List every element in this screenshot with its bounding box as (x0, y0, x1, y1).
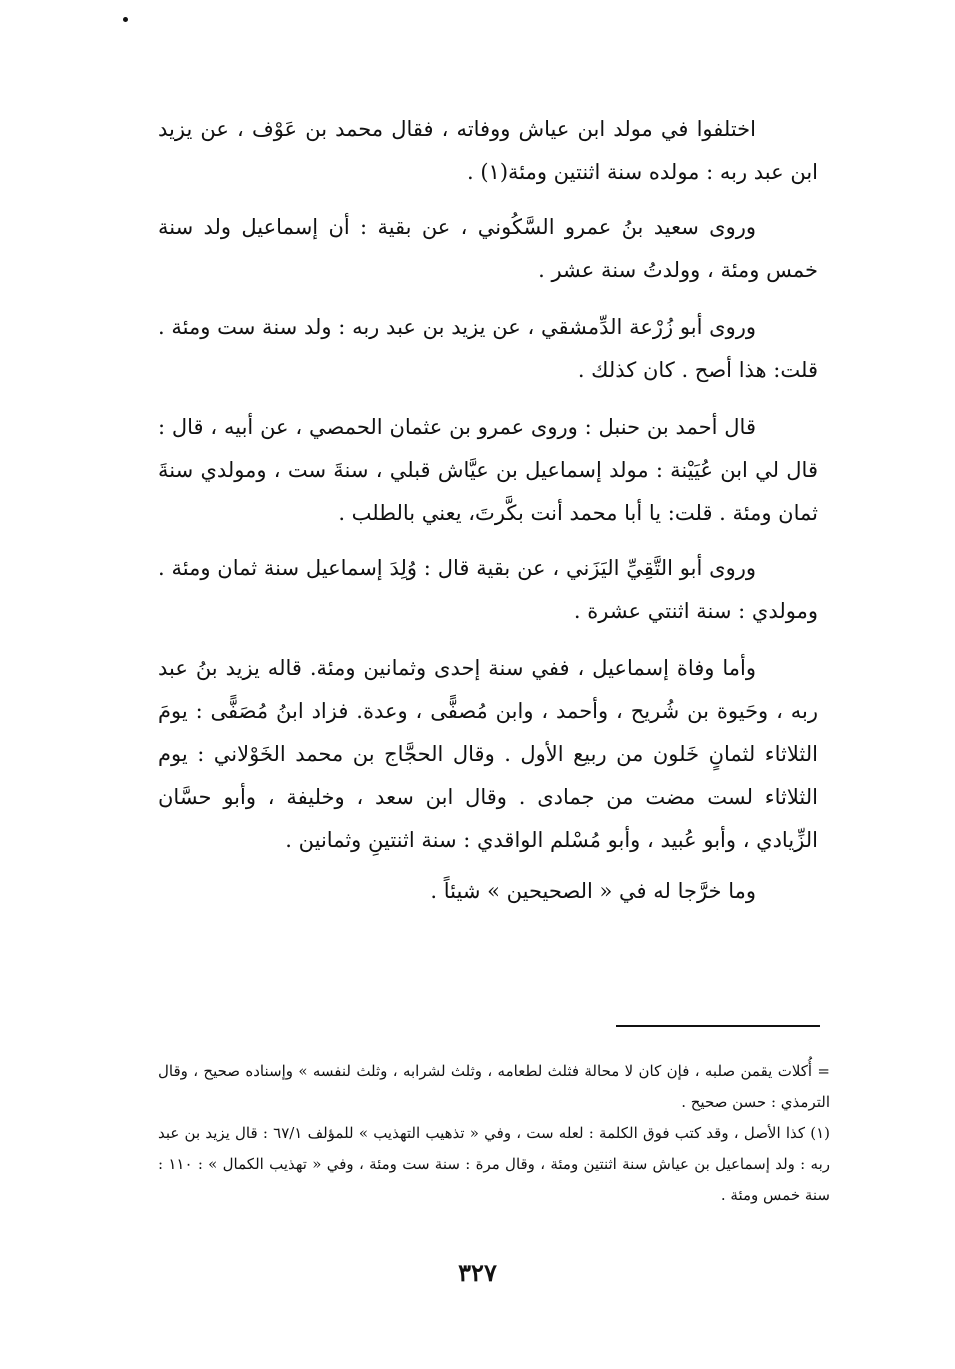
footnote-continuation: = أُكلات يقمن صلبه ، فإن كان لا محالة فثلث لطعامه ، وثلث لشرابه ، وثلث لنفسه » وإسناده صحيح ، وقال الترمذي : حسن صحيح . (158, 1062, 830, 1111)
paragraph-2: وروى سعيد بنُ عمرو السَّكُوني ، عن بقية : أن إسماعيل ولد سنة خمس ومئة ، وولدتُ سنة عشر . (158, 215, 818, 282)
paragraph-4: قال أحمد بن حنبل : وروى عمرو بن عثمان الحمصي ، عن أبيه ، قال : قال لي ابن عُيَيْنة : مولد إسماعيل بن عيَّاش قبلي ، سنةَ ست ، ومولدي سنةَ ثمان ومئة . قلت: يا أبا محمد أنت بكَّرتَ، يعني بالطلب . (158, 415, 818, 525)
page-number: ٣٢٧ (458, 1258, 497, 1287)
ink-dot (123, 17, 128, 22)
paragraph-1: اختلفوا في مولد ابن عياش ووفاته ، فقال محمد بن عَوْف ، عن يزيد ابن عبد ربه : مولده سنة اثنتين ومئة(١) . (158, 117, 818, 184)
main-text-block (158, 108, 818, 913)
paragraph-3: وروى أبو زُرْعة الدِّمشقي ، عن يزيد بن عبد ربه : ولد سنة ست ومئة . قلت: هذا أصح . كان كذلك . (158, 315, 818, 382)
footnote-separator (616, 1025, 820, 1027)
paragraph-6: وأما وفاة إسماعيل ، ففي سنة إحدى وثمانين ومئة. قاله يزيد بنُ عبد ربه ، وحَيوة بن شُريح ، وأحمد ، وابن مُصفًّى ، وعدة. فزاد ابنُ مُصَفًّى : يومَ الثلاثاء لثمانٍ خَلون من ربيع الأول . وقال الحجَّاج بن محمد الخَوْلاني : يوم الثلاثاء لست مضت من جمادى . وقال ابن سعد ، وخليفة ، وأبو حسَّان الزِّيادي ، وأبو عُبيد ، وأبو مُسْلم الواقدي : سنة اثنتينِ وثمانين . (158, 656, 818, 852)
footnotes-block (158, 1056, 830, 1211)
footnote-1: (١) كذا الأصل ، وقد كتب فوق الكلمة : لعله ست ، وفي « تذهيب التهذيب » للمؤلف ٦٧/١ : قال يزيد بن عبد ربه : ولد إسماعيل بن عياش سنة اثنتين ومئة ، وقال مرة : سنة ست ومئة ، وفي « تهذيب الكمال » : ١١٠ : سنة خمس ومئة . (158, 1124, 831, 1204)
paragraph-5: وروى أبو التَّقِيِّ اليَزَني ، عن بقية قال : وُلِدَ إسماعيل سنة ثمان ومئة . ومولدي : سنة اثنتي عشرة . (158, 556, 818, 623)
paragraph-7: وما خرَّجا له في « الصحيحين » شيئاً . (430, 879, 756, 903)
